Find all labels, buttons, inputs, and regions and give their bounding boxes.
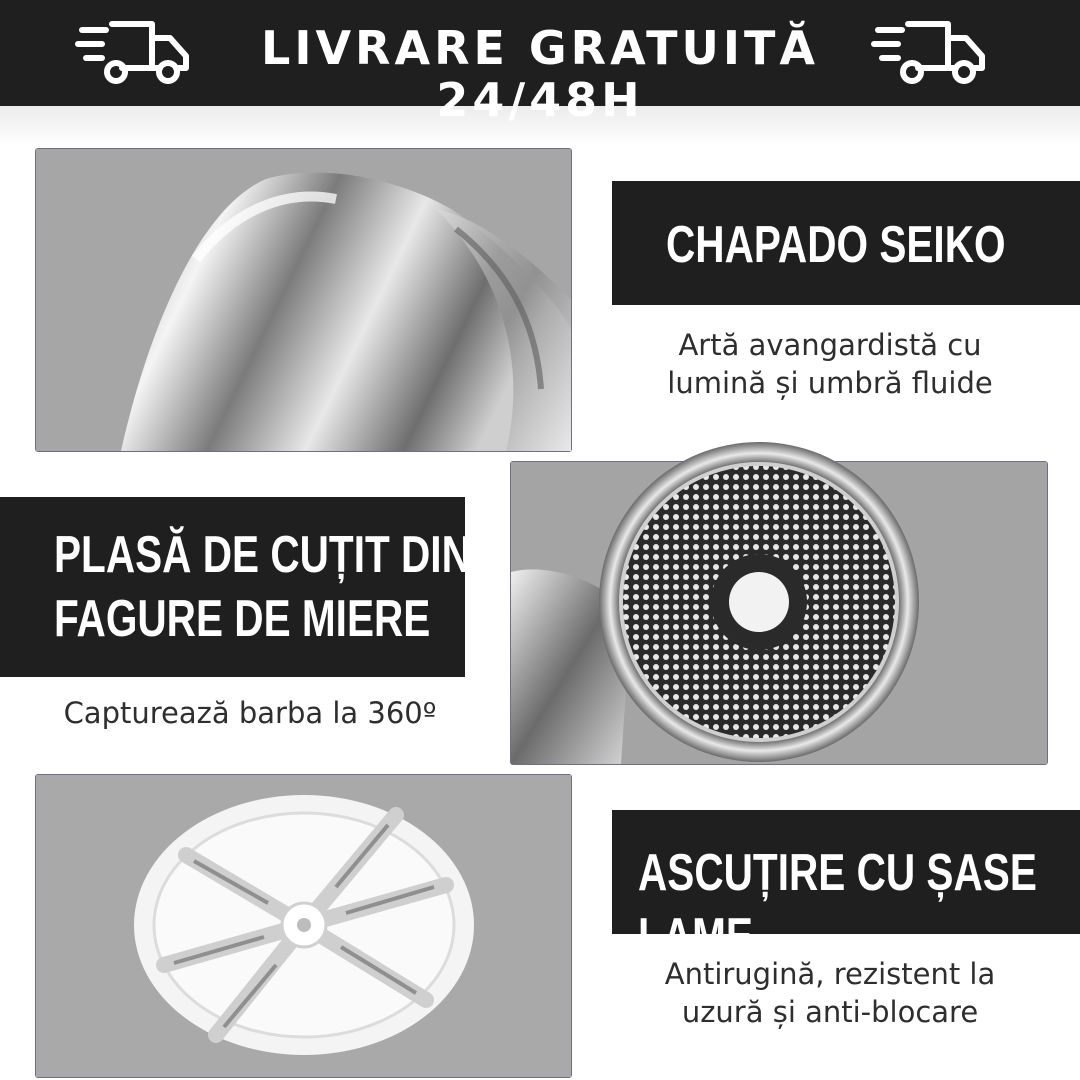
- honeycomb-mesh-title-line2: FAGURE DE MIERE: [54, 590, 431, 648]
- honeycomb-mesh-photo: [510, 461, 1048, 765]
- delivery-truck-icon: [872, 16, 988, 88]
- chapado-seiko-caption: Artă avangardistă cu lumină și umbră fluide: [667, 328, 993, 400]
- honeycomb-mesh-caption: Capturează barba la 360º: [63, 696, 437, 730]
- chapado-seiko-title: CHAPADO SEIKO: [666, 216, 1006, 274]
- six-blade-title-line2: LAME: [638, 908, 753, 966]
- honeycomb-mesh-label: [0, 497, 465, 677]
- six-blade-label: [612, 810, 1080, 966]
- chrome-body-photo: [35, 148, 572, 452]
- six-blade-caption: Antirugină, rezistent la uzură și anti-blocare: [664, 957, 996, 1029]
- six-blade-title-line1: ASCUȚIRE CU ȘASE: [638, 844, 1037, 902]
- banner-title: LIVRARE GRATUITĂ 24/48H: [261, 21, 819, 127]
- honeycomb-mesh-title-line1: PLASĂ DE CUȚIT DIN: [54, 526, 471, 584]
- delivery-truck-icon: [76, 16, 192, 88]
- six-blade-cutter-photo: [35, 774, 572, 1078]
